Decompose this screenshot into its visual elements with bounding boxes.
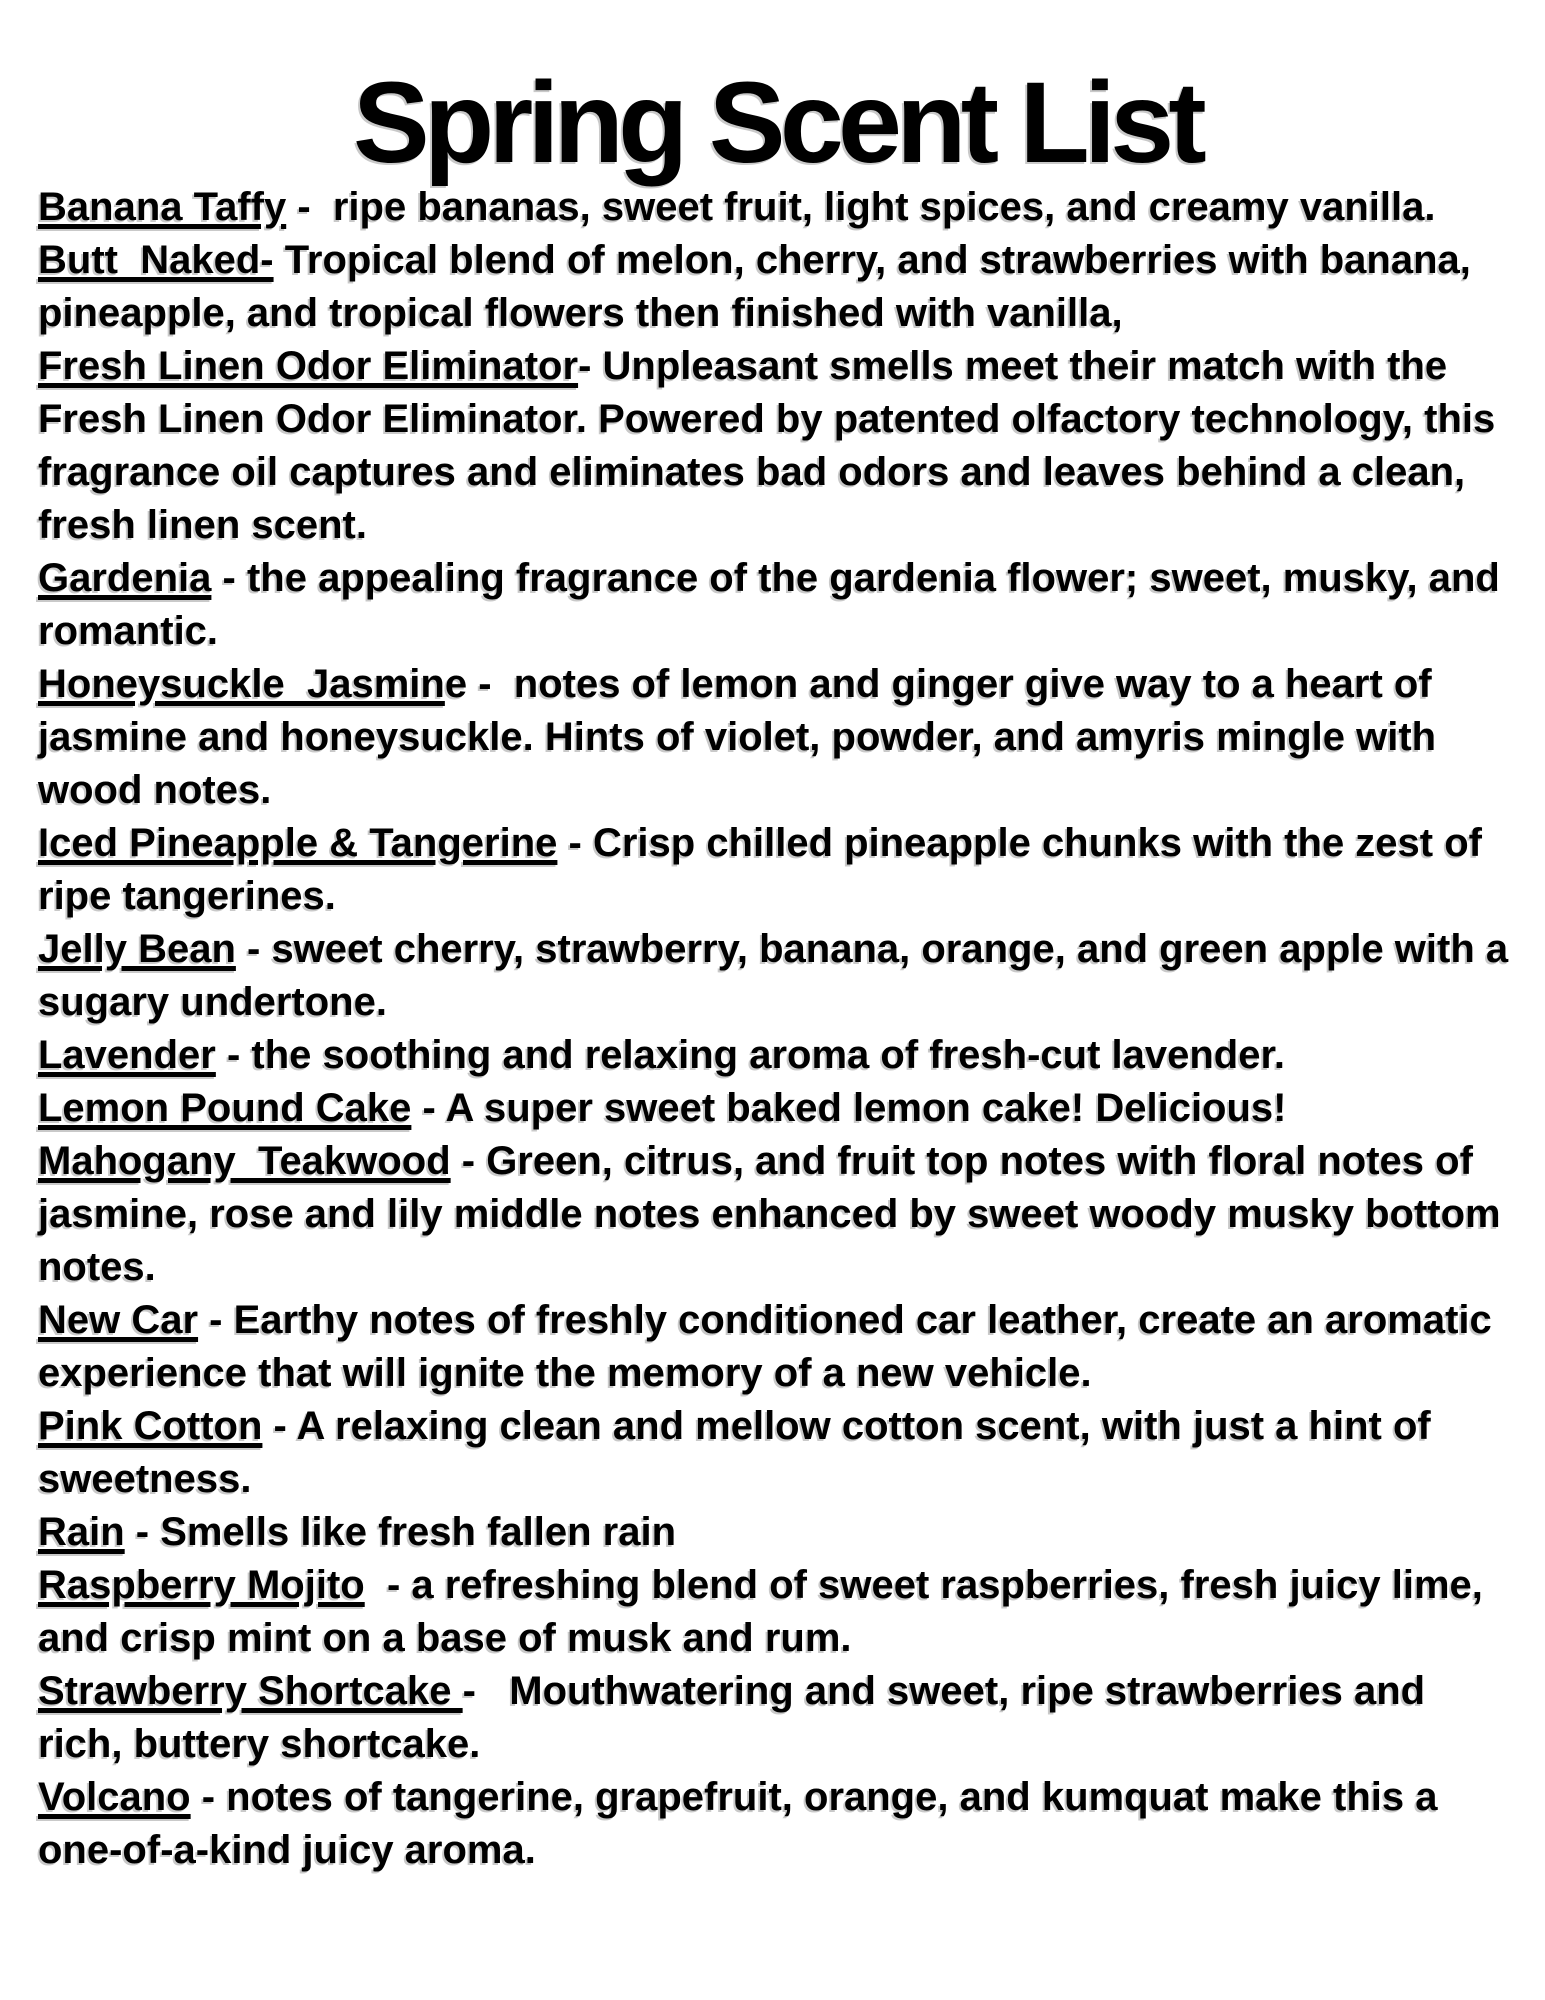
scent-name: Butt Naked- xyxy=(38,238,274,282)
scent-name: Lemon Pound Cake xyxy=(38,1086,412,1130)
scent-list xyxy=(38,181,1520,1877)
scent-description: - Green, citrus, and fruit top notes with floral notes of jasmine, rose and lily middle notes enhanced by sweet woody musky bottom notes. xyxy=(38,1139,1512,1289)
scent-description: - a refreshing blend of sweet raspberries, fresh juicy lime, and crisp mint on a base of musk and rum. xyxy=(38,1563,1494,1660)
scent-description: e - notes of lemon and ginger give way to a heart of jasmine and honeysuckle. Hints of violet, powder, and amyris mingle with wood notes. xyxy=(38,662,1448,812)
page-title: Spring Scent List xyxy=(353,59,1201,187)
scent-description: - A super sweet baked lemon cake! Delicious! xyxy=(411,1086,1287,1130)
scent-description: - the soothing and relaxing aroma of fresh-cut lavender. xyxy=(215,1033,1285,1077)
scent-entry xyxy=(38,1559,1516,1665)
scent-entry xyxy=(38,552,1516,658)
scent-name: Strawberry Shortcake xyxy=(38,1669,463,1713)
scent-entry xyxy=(38,923,1520,1029)
scent-entry xyxy=(38,658,1516,817)
document-content xyxy=(38,0,1520,1877)
scent-entry xyxy=(38,1771,1516,1877)
scent-name: Fresh Linen Odor Eliminator xyxy=(38,344,579,388)
scent-name: Jelly Bean xyxy=(38,927,236,971)
scent-name: Rain xyxy=(38,1510,125,1554)
scent-entry xyxy=(38,340,1516,552)
scent-entry xyxy=(38,1400,1516,1506)
scent-name: Mahogany Teakwood xyxy=(38,1139,451,1183)
scent-entry xyxy=(38,1029,1516,1082)
scent-description: - Smells like fresh fallen rain xyxy=(124,1510,677,1554)
scent-description: - sweet cherry, strawberry, banana, orange, and green apple with a sugary undertone. xyxy=(38,927,1520,1024)
scent-description: - Crisp chilled pineapple chunks with the zest of ripe tangerines. xyxy=(38,821,1494,918)
scent-description: Tropical blend of melon, cherry, and strawberries with banana, pineapple, and tropical flowers then finished with vanilla, xyxy=(38,238,1483,335)
scent-name: Volcano xyxy=(38,1775,191,1819)
scent-description: - A relaxing clean and mellow cotton scent, with just a hint of sweetness. xyxy=(38,1404,1442,1501)
scent-description: - Unpleasant smells meet their match with the Fresh Linen Odor Eliminator. Powered by patented olfactory technology, this fragrance oil captures and eliminates bad odors and leaves behind a clean, fresh linen scent. xyxy=(38,344,1507,547)
scent-name: Raspberry Mojito xyxy=(38,1563,365,1607)
scent-description: - Mouthwatering and sweet, ripe strawberries and rich, buttery shortcake. xyxy=(38,1669,1437,1766)
scent-entry xyxy=(38,1665,1516,1771)
scent-entry xyxy=(38,181,1516,234)
scent-description: - Earthy notes of freshly conditioned car leather, create an aromatic experience that will ignite the memory of a new vehicle. xyxy=(38,1298,1503,1395)
scent-name: Pink Cotton xyxy=(38,1404,263,1448)
scent-entry xyxy=(38,1294,1516,1400)
scent-entry xyxy=(38,234,1516,340)
scent-entry xyxy=(38,817,1516,923)
scent-entry xyxy=(38,1135,1516,1294)
scent-description: - ripe bananas, sweet fruit, light spices, and creamy vanilla. xyxy=(286,185,1436,229)
scent-description: - the appealing fragrance of the gardenia flower; sweet, musky, and romantic. xyxy=(38,556,1511,653)
scent-name: Lavender xyxy=(38,1033,216,1077)
scent-name: New Car xyxy=(38,1298,199,1342)
scent-entry xyxy=(38,1506,1516,1559)
scent-entry xyxy=(38,1082,1516,1135)
scent-name: Gardenia xyxy=(38,556,212,600)
scent-name: Honeysuckle Jasmin xyxy=(38,662,445,706)
scent-name: Banana Taffy xyxy=(38,185,287,229)
scent-name: Iced Pineapple & Tangerine xyxy=(38,821,558,865)
scent-description: - notes of tangerine, grapefruit, orange, and kumquat make this a one-of-a-kind juicy aroma. xyxy=(38,1775,1449,1872)
